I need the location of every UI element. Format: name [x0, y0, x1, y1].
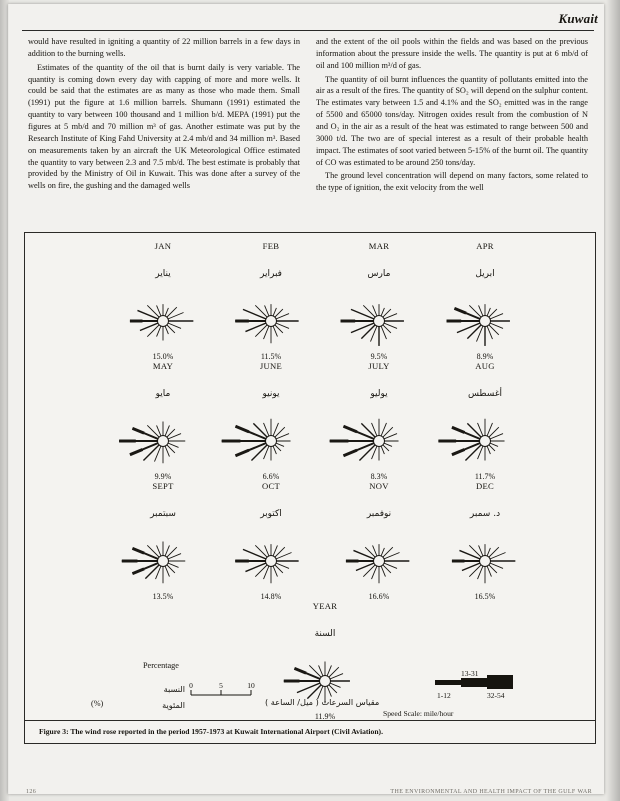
wind-rose-plot [103, 503, 223, 589]
wind-rose-month-label-arabic: نوفمبر [366, 509, 392, 519]
wind-rose-july [319, 361, 439, 481]
wind-rose-calm-percentage: 16.6% [368, 592, 390, 601]
wind-rose-sept [103, 481, 223, 601]
running-header-title: Kuwait [558, 11, 598, 26]
wind-rose-plot [211, 263, 331, 349]
speed-bin-bar [415, 667, 525, 712]
body-text [28, 36, 590, 196]
footer-title: THE ENVIRONMENTAL AND HEALTH IMPACT OF THE GULF WAR [390, 789, 592, 795]
wind-rose-calm-percentage: 16.5% [474, 592, 496, 601]
page-number: 126 [26, 789, 37, 795]
wind-rose-calm-percentage: 15.0% [152, 352, 174, 361]
wind-rose-plot [211, 503, 331, 589]
wind-rose-month-label: MAY [152, 361, 174, 371]
wind-rose-may [103, 361, 223, 481]
wind-rose-calm-percentage: 14.8% [260, 592, 282, 601]
wind-rose-month-label-arabic: يوليو [370, 389, 388, 399]
wind-rose-plot [103, 263, 223, 349]
wind-rose-month-label-arabic: فبراير [260, 269, 282, 279]
wind-rose-month-label: JUNE [259, 361, 283, 371]
wind-rose-month-label: NOV [369, 481, 389, 491]
percentage-label: Percentage [143, 661, 179, 670]
speed-bin-top-label: 13-31 [461, 669, 479, 678]
wind-rose-calm-percentage: 8.3% [370, 472, 388, 481]
percent-symbol: (%) [91, 699, 104, 708]
wind-rose-month-label-arabic: اكتوبر [260, 509, 282, 519]
speed-bin-left-label: 1-12 [437, 691, 451, 700]
header-rule [22, 30, 594, 31]
wind-rose-calm-percentage: 9.5% [370, 352, 388, 361]
wind-rose-month-label-arabic: يونيو [262, 389, 280, 399]
paragraph: would have resulted in igniting a quantity of 22 million barrels in a few days in addition to the burning wells. [28, 37, 300, 58]
wind-rose-june [211, 361, 331, 481]
page-edge-shadow [606, 0, 620, 801]
wind-rose-plot [319, 503, 439, 589]
wind-rose-plot [319, 263, 439, 349]
wind-rose-plot [425, 263, 545, 349]
left-column [28, 36, 300, 196]
wind-rose-month-label: JULY [368, 361, 390, 371]
wind-rose-month-label: YEAR [312, 601, 338, 611]
scale-tick-0: 0 [189, 681, 193, 690]
wind-rose-plot [425, 503, 545, 589]
wind-rose-calm-percentage: 11.7% [474, 472, 496, 481]
wind-rose-dec [425, 481, 545, 601]
wind-rose-plot [319, 383, 439, 469]
wind-rose-month-label-arabic: مايو [155, 389, 171, 399]
speed-scale-arabic: مقياس السرعات ( ميل/ الساعة ) [265, 697, 380, 707]
percentage-legend [143, 661, 179, 670]
scale-tick-10: 10 [247, 681, 255, 690]
wind-rose-month-label: DEC [475, 481, 495, 491]
wind-rose-month-label-arabic: ابريل [475, 269, 495, 279]
wind-rose-month-label-arabic: أغسطس [467, 389, 503, 399]
wind-rose-month-label-arabic: سبتمبر [150, 509, 176, 519]
wind-rose-plot [103, 383, 223, 469]
wind-rose-month-label: JAN [154, 241, 172, 251]
wind-rose-calm-percentage: 8.9% [476, 352, 494, 361]
wind-rose-month-label: SEPT [152, 481, 174, 491]
wind-rose-aug [425, 361, 545, 481]
wind-rose-plot [211, 383, 331, 469]
percentage-label-arabic-2: المئوية [162, 700, 185, 710]
percentage-label-arabic-1: النسبة [163, 684, 185, 694]
wind-rose-calm-percentage: 13.5% [152, 592, 174, 601]
figure-3 [24, 232, 596, 744]
figure-caption: Figure 3: The wind rose reported in the period 1957-1973 at Kuwait International Airport (Civil Aviation). [39, 727, 383, 736]
wind-rose-calm-percentage: 6.6% [262, 472, 280, 481]
wind-rose-month-label: AUG [475, 361, 495, 371]
speed-bin-svg [415, 667, 525, 707]
wind-rose-month-label-arabic: د. سمبر [469, 509, 501, 519]
speed-bin-right-label: 32-54 [487, 691, 505, 700]
paragraph: The ground level concentration will depend on many factors, some related to the type of ignition, the exit velocity from the well [316, 171, 588, 193]
wind-rose-apr [425, 241, 545, 361]
wind-rose-month-label: APR [476, 241, 494, 251]
wind-rose-month-label-arabic: مارس [367, 269, 391, 279]
wind-rose-calm-percentage: 11.9% [314, 712, 336, 721]
running-header [559, 10, 599, 28]
wind-rose-nov [319, 481, 439, 601]
paragraph: Estimates of the quantity of the oil that is burnt daily is very variable. The quantity is coming down every day with capping of more and more wells. It could be said that the estimates are as many as those who made them. Small (1991) put the figure at 1.6 million barrels. Shumann (1991) estimated the quantity to vary between 100 thousand and 1 million b/d. MEPA (1991) put the figures at 5 mb/d and 70 million m³ of gas. Another estimate was put by the Research Institute of King Fahd University at 2.4 mb/d and 34 million m³. Based on measurements taken by an aircraft the UK Meteorological Office estimated the quantity to vary between 2.3 and 7.5 mb/d. The best estimate is probably that provided by the Ministry of Oil in Kuwait. This was done after a survey of the wells on fire, the gushing and the damaged wells [28, 62, 300, 191]
wind-rose-month-label: OCT [261, 481, 281, 491]
paragraph: The quantity of oil burnt influences the quantity of pollutants emitted into the air as a result of the fires. The quantity of SO₂ will depend on the sulphur content. The estimates vary between 1.5 and 4.1% and the SO₂ emitted was in the range of 5500 and 65000 tons/day. Nitrogen oxides result from the combustion of N and O₂ in the air as a result of the heat was estimated to range between 500 and 3000 t/d. The two are of special interest as a result of their probable health impact. The estimates of soot varied between 5-15% of the burnt oil. The quantity of CO was estimated to be around 250 tons/day. [316, 74, 588, 167]
wind-rose-calm-percentage: 11.5% [260, 352, 282, 361]
wind-rose-month-label-arabic: يناير [155, 269, 171, 279]
wind-rose-month-label: MAR [368, 241, 390, 251]
caption-rule [25, 720, 595, 721]
page-spine-shadow [0, 0, 9, 801]
wind-rose-month-label-arabic: السنة [314, 629, 336, 639]
wind-rose-feb [211, 241, 331, 361]
right-column [316, 36, 588, 196]
scale-tick-5: 5 [219, 681, 223, 690]
wind-rose-plot [425, 383, 545, 469]
paragraph: and the extent of the oil pools within the fields and was based on the previous information about the pressure inside the wells. The quantity is put at 6 mb/d of oil and 100 million m³/d of gas. [316, 37, 588, 70]
page-footer [26, 789, 592, 795]
wind-rose-oct [211, 481, 331, 601]
wind-rose-month-label: FEB [262, 241, 280, 251]
wind-rose-jan [103, 241, 223, 361]
wind-rose-mar [319, 241, 439, 361]
wind-rose-calm-percentage: 9.9% [154, 472, 172, 481]
speed-scale-label: Speed Scale: mile/hour [383, 709, 454, 718]
